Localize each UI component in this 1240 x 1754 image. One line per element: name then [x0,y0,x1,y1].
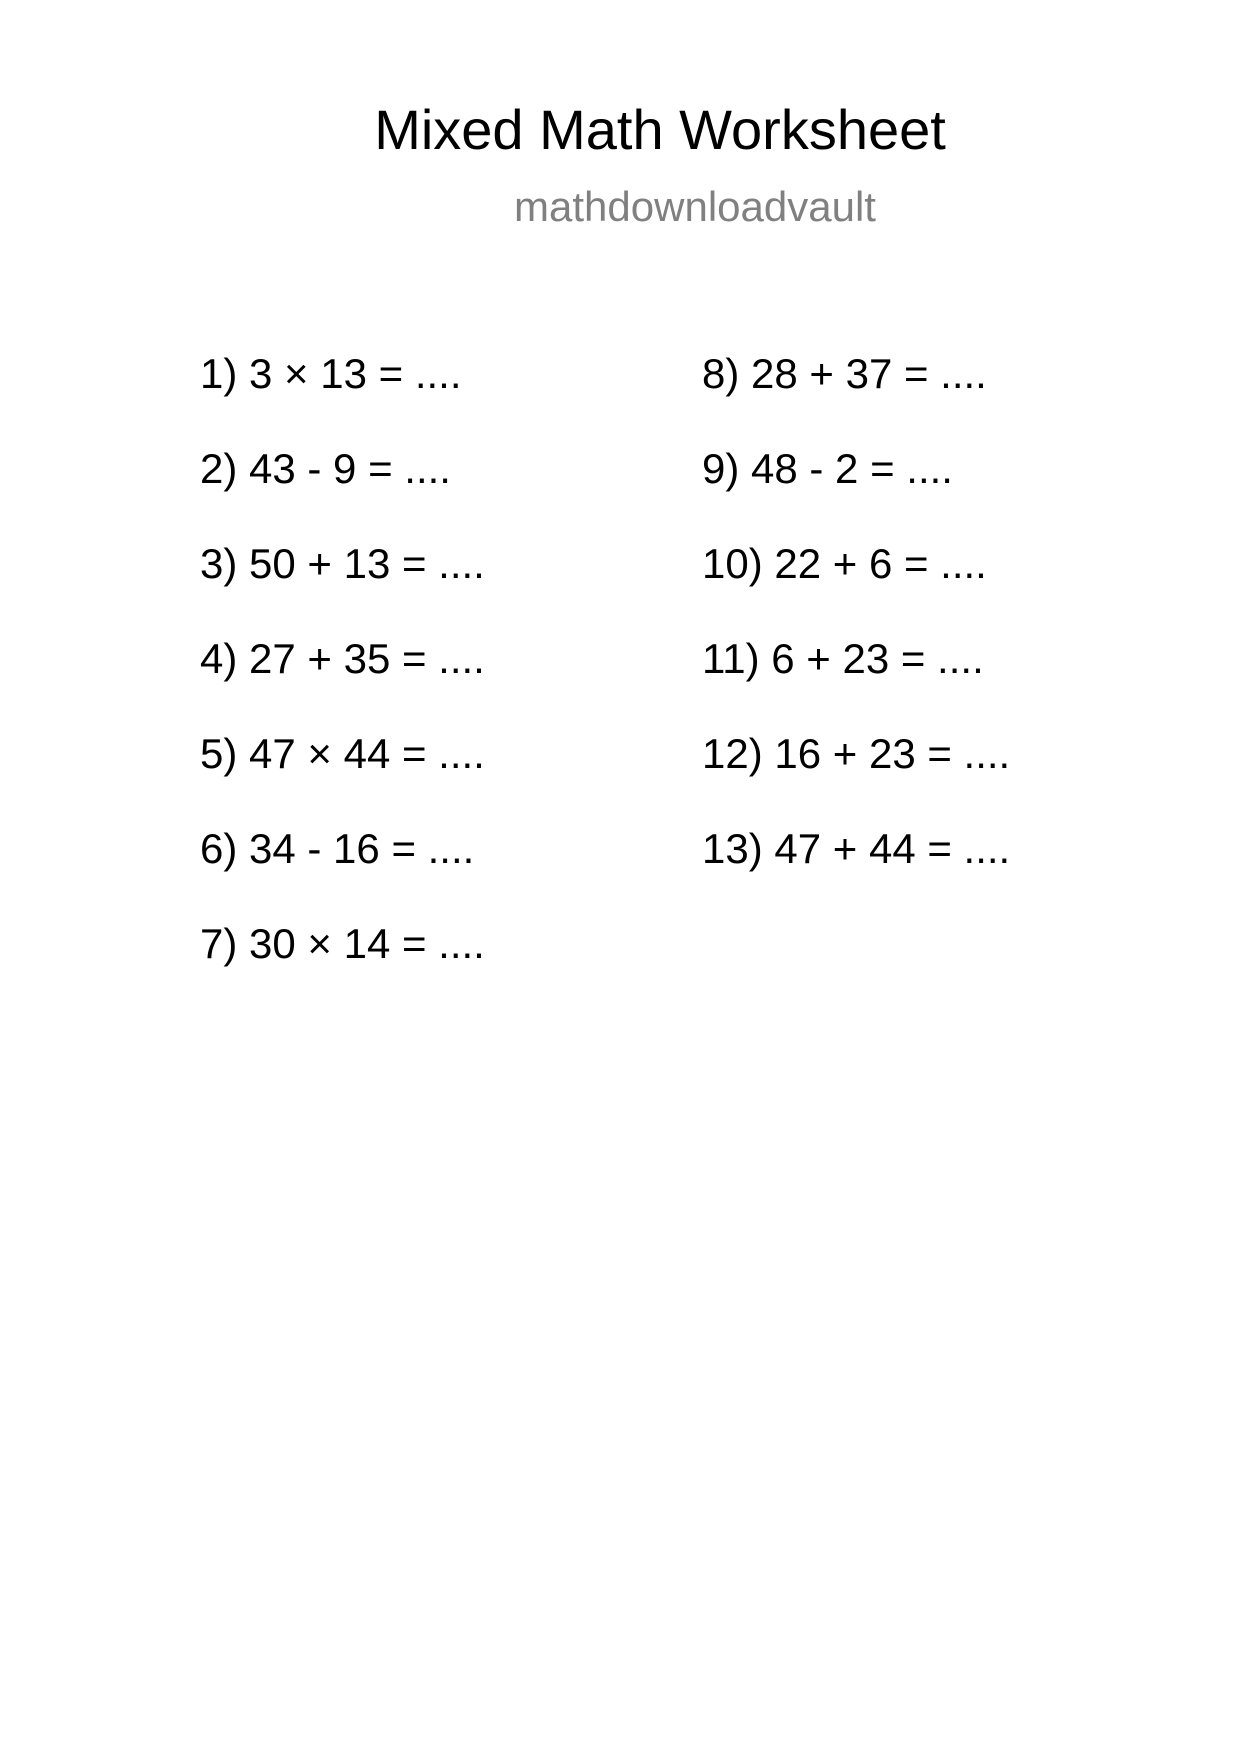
problem-9: 9) 48 - 2 = .... [702,445,953,492]
worksheet-title: Mixed Math Worksheet [374,98,946,161]
problem-10: 10) 22 + 6 = .... [702,540,987,587]
problem-7: 7) 30 × 14 = .... [200,920,485,967]
problem-12: 12) 16 + 23 = .... [702,730,1011,777]
problem-5: 5) 47 × 44 = .... [200,730,485,777]
problem-1: 1) 3 × 13 = .... [200,350,462,397]
problem-4: 4) 27 + 35 = .... [200,635,485,682]
problem-6: 6) 34 - 16 = .... [200,825,475,872]
problem-11: 11) 6 + 23 = .... [702,635,984,682]
problem-13: 13) 47 + 44 = .... [702,825,1011,872]
problem-8: 8) 28 + 37 = .... [702,350,987,397]
problems-right-column [702,350,1010,920]
problem-2: 2) 43 - 9 = .... [200,445,451,492]
worksheet-subtitle: mathdownloadvault [514,183,876,230]
problems-left-column [200,350,485,1015]
problem-3: 3) 50 + 13 = .... [200,540,485,587]
